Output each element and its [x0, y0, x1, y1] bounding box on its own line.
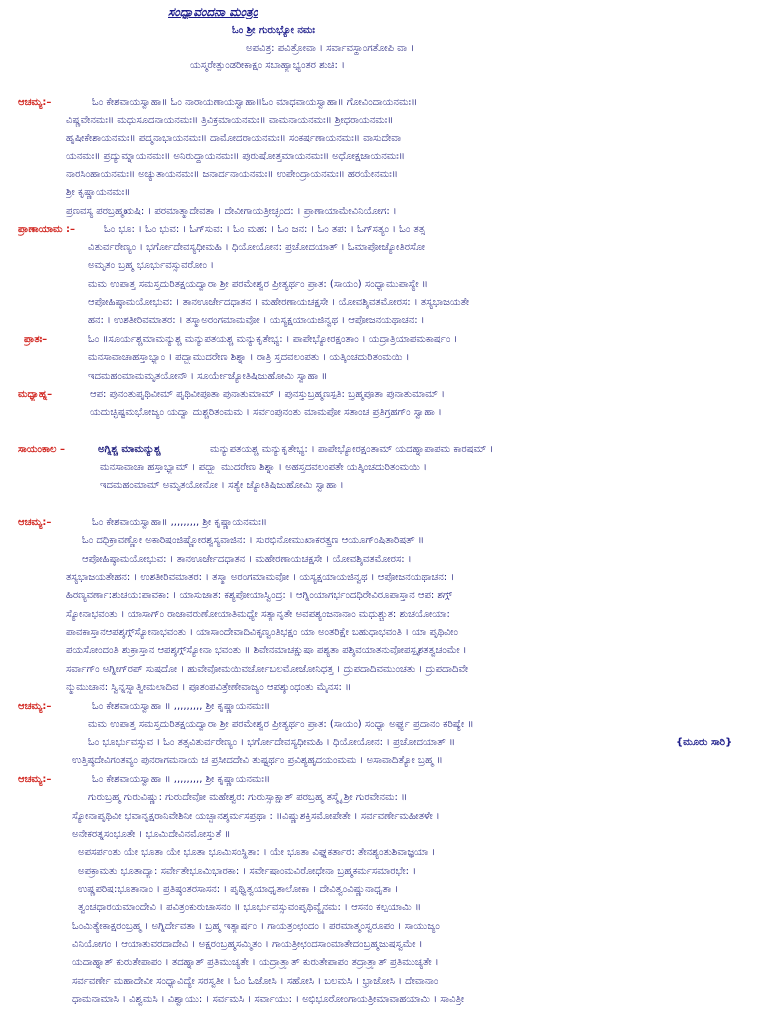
text-line: ಮನಸಾವಾಚಾಹಸ್ತಾಭ್ಯಾಂ । ಪದ್ಭ್ಯಾಮುದರೇಣ ಶಿಶ್ನಾ । ರಾತ್ರಿ ಸ್ತದವಲಂಪತು । ಯತ್ಕಿಂಚದುರಿತಂಮಯಿ ।	[88, 352, 410, 363]
text-line: ಹನ: । ಉಶತೀರಿವಮಾತರ: । ತಸ್ಮಾಅರಂಗಮಾಮವೋ । ಯಸ್ಯಕ್ಷಯಾಯಜಿನ್ವಥ । ಆಪೋಜನಯಥಾಚನ: ।	[88, 315, 425, 326]
text-line: ವಿಷ್ಣವೇನಮಃ॥ ಮಧುಸೂದನಾಯನಮಃ॥ ತ್ರಿವಿಕ್ರಮಾಯನಮಃ॥ ವಾಮನಾಯನಮಃ॥ ಶ್ರೀಧರಾಯನಮಃ॥	[66, 115, 394, 126]
text-line: ಆಪ: ಪುನಂತುಪೃಥಿವೀಮ್ ಪೃಥಿವೀಪೂತಾ ಪುನಾತುಮಾಮ್ । ಪುನಸ್ತುಬ್ರಹ್ಮಣಸ್ಪತಿ: ಬ್ರಹ್ಮಪೂತಾ ಪುನಾತುಮಾಮ್ ।	[90, 389, 445, 400]
text-line: ನಾರಸಿಂಹಾಯನಮಃ॥ ಅಚ್ಯುತಾಯನಮಃ॥ ಜನಾರ್ದನಾಯನಮಃ॥ ಉಪೇಂದ್ರಾಯನಮಃ॥ ಹರಯೇನಮಃ॥	[66, 169, 398, 180]
text-line: ಮಮ ಉಪಾತ್ತ ಸಮಸ್ತದುರಿತಕ್ಷಯದ್ವಾರಾ ಶ್ರೀ ಪರಮೇಶ್ವರ ಪ್ರೀತ್ಯರ್ಥಂ ಪ್ರಾತ: (ಸಾಯಂ) ಸಂಧ್ಯಾಮುಪಾಸ್ಯೇ ॥	[88, 279, 428, 290]
text-line: ನ್ಮುಮುಚಾನ: ಸ್ವಿನ್ನಸ್ಸ್ನಾತ್ವೀಮಲಾದಿವ । ಪೂತಂಪವಿತ್ರೇಣೇವಾಜ್ಯಂ ಆಪಶ್ಶುಂಧಂತು ಮೈನಸ: ॥	[66, 682, 352, 693]
text-line: ಗುರುಬ್ರಹ್ಮ ಗುರುವಿಷ್ಣು: ಗುರುದೇವೋ ಮಹೇಶ್ವರ: ಗುರುಸ್ಸಾಕ್ಷಾತ್ ಪರಬ್ರಹ್ಮ ತಸ್ಮೈ ಶ್ರೀ ಗುರವೇನಮ: ॥	[88, 792, 408, 803]
text-line: ಹಿರಣ್ಯವರ್ಣಾ:ಶುಚಯ:ಪಾವಕಾ: । ಯಾಸುಜಾತ: ಕಶ್ಯಪೋಯಾಸ್ವಿಂದ್ರ: । ಆಗ್ನಿಂಯಾಗರ್ಭಂದಧಿರೇವಿರೂಪಾಸ್ತಾನ ಆಪ: ಶಗ್ಗ್	[66, 590, 453, 601]
achamya-label: ಆಚಮ್ಯ:–	[18, 701, 52, 712]
prataha-label: ಪ್ರಾತಃ–	[24, 334, 48, 345]
pranayama-label: ಪ್ರಾಣಾಯಾಮ :–	[18, 224, 76, 235]
text-line: ಮನಸಾವಾಚಾ ಹಸ್ತಾಭ್ಯಾಮ್ । ಪದ್ಭ್ಯಾ ಮುದರೇಣ ಶಿಶ್ನಾ । ಅಹಸ್ತದವಲಂಪತೇ ಯತ್ಕಿಂಚದುರಿತಂಮಯಿ ।	[100, 462, 427, 473]
text-line: ಅಪಸರ್ಪಂತು ಯೇ ಭೂತಾ ಯೇ ಭೂತಾ ಭೂಮಿಸಂಸ್ಥಿತಾ: । ಯೇ ಭೂತಾ ವಿಘ್ನಕರ್ತಾರ: ತೇನಶ್ಯಂತುಶಿವಾಜ್ಞಯಾ ।	[78, 847, 436, 858]
text-line: ಯಸ್ಮರೇತ್ಪುಂಡರೀಕಾಕ್ಷಂ ಸಬಾಹ್ಯಾಭ್ಯಂತರ ಶುಚಿ: ।	[190, 60, 345, 71]
text-line: ಓಂ ಕೇಶವಾಯಸ್ವಾಹಾ॥ ಓಂ ನಾರಾಯಣಾಯಸ್ವಾಹಾ॥ಓಂ ಮಾಧವಾಯಸ್ವಾಹಾ॥ ಗೋವಿಂದಾಯನಮಃ॥	[92, 97, 418, 108]
text-line: ಅಪಕ್ರಾಮತು ಭೂತಾದ್ಯಾ: ಸರ್ವೇತೇಭೂಮಿಭಾರಕಾ: । ಸರ್ವೇಷಾಂಮವಿರೋಧೇನಾ ಬ್ರಹ್ಮಕರ್ಮಸಮಾರಭೇ: ।	[78, 866, 416, 877]
text-line: ಪಯಸೋಂದಂತಿ ಶುಕ್ರಾಸ್ತಾನ ಆಪಶ್ಶಗ್ಗ್‌ಸ್ಯೋನಾ ಭವಂತು ॥ ಶಿವೇನಮಾಚಕ್ಷುಷಾ ಪಶ್ಯತಾ ಪಶ್ಶಿವಯಾತನುವೋಪಸ್ಪೃಶತತ್ವಚಂಮೇ ।	[66, 645, 467, 656]
text-line: ಸ್ಯೋನಾಭವಂತು । ಯಾಸಾಗ್ಂ ರಾಜಾವರುಣೋಯಾತಿಮಧ್ಯೇ ಸತ್ಯಾನೃತೇ ಅವಪಶ್ಯಂಜನಾನಾಂ ಮಧುಶ್ಚುತ: ಶುಚಯೋಯಾ:	[66, 609, 450, 620]
text-line: ಇದಮಹಂಮಾಮಮೃತಯೋನೌ । ಸೂರ್ಯೇಜ್ಯೋತಿಷಿಜುಹೋಮಿ ಸ್ವಾಹಾ ॥	[88, 371, 328, 382]
text-line: ಉಷ್ಣಪರಿಷ:ಭೂತಾನಾಂ । ಪ್ರತಿಷ್ಠಂತರಸಾಸನ: । ಪೃಥ್ವಿತ್ವಯಾಧೃತಾಲೋಕಾ । ದೇವಿತ್ವಂವಿಷ್ಣುನಾಧೃತಾ ।	[78, 884, 399, 895]
text-line: ಯದಾಹ್ನಾತ್ ಕುರುತೇಪಾಪಂ । ತದಹ್ನಾತ್ ಪ್ರತಿಮುಚ್ಯತೇ । ಯದ್ರಾತ್ರ್ಯಾತ್ ಕುರುತೇಪಾಪಂ ತದ್ರಾತ್ರ್ಯಾತ್ ಪ್ರತಿಮುಚ್ಯತೇ ।	[72, 957, 439, 968]
text-line: ಮಮ ಉಪಾತ್ತ ಸಮಸ್ತದುರಿತಕ್ಷಯದ್ವಾರಾ ಶ್ರೀ ಪರಮೇಶ್ವರ ಪ್ರೀತ್ಯರ್ಥಂ ಪ್ರಾತ: (ಸಾಯಂ) ಸಂಧ್ಯಾ ಅರ್ಘ್ಯ ಪ್ರದಾನಂ ಕರಿಷ್ಯೇ ॥	[88, 719, 474, 730]
text-line: ಇದಮಹಂಮಾಮ್ ಅಮೃತಯೋನೋ । ಸತ್ಯೇ ಜ್ಯೋತಿಷಿಜುಹೋಮಿ ಸ್ವಾಹಾ ।	[100, 480, 344, 491]
madhyahna-label: ಮಧ್ಯಾಹ್ನ–	[18, 389, 53, 400]
achamya-label: ಆಚಮ್ಯ:–	[18, 774, 52, 785]
text-line: ಸ್ಯೋನಾಪೃಥಿವೀ ಭವಾನೃಕ್ಷರಾನಿವೇಶಿನೀ ಯಚ್ಛಾನಶ್ಶರ್ಮಸಪ್ರಥಾ : ॥ವಿಷ್ಣುಶಕ್ತಿಸಮೋಪೇತೇ । ಸರ್ವವರ್ಣೇಮಹೀತಳೇ ।	[72, 811, 440, 822]
text-line: ವಿತುರ್ವರೇಣ್ಯಂ । ಭರ್ಗೋದೇವಸ್ಯಧೀಮಹಿ । ಧಿಯೋಯೋನ: ಪ್ರಚೋದಯಾತ್ । ಓಮಾಪೋಜ್ಯೋತಿರಸೋ	[88, 242, 425, 253]
text-line: ಉತ್ತಿಷ್ಠದೇವಿಗಂತವ್ಯಂ ಪುನರಾಗಮನಾಯ ಚ ಪ್ರಸೀದದೇವಿ ತುಷ್ಟ್ಯರ್ಥಂ ಪ್ರವಿಶ್ಯಹೃದಯಂಮಮ । ಅಸಾವಾದಿತ್ಯೋ ಬ್ರಹ್ಮ ॥	[72, 755, 443, 766]
text-line: ಅಮೃತಂ ಬ್ರಹ್ಮ ಭೂರ್ಭುವಸ್ಸುವರೋಂ ।	[88, 260, 214, 271]
text-line: ತಸ್ಯಭಾಜಯತೇಹನ: । ಉಶತೀರಿವಮಾತರ: । ತಸ್ಮಾ ಅರಂಗಮಾಮವೋ । ಯಸ್ಯಕ್ಷಯಾಯಜಿನ್ವಥ । ಆಪೋಜನಯಥಾಚನ: ।	[66, 572, 455, 583]
text-line: ಮನ್ಯುಪತಯಶ್ಚ ಮನ್ಯುಕೃತೇಭ್ಯ: । ಪಾಪೇಭ್ಯೋರಕ್ಷಂತಾಮ್ ಯದಹ್ನಾಪಾಪಮ ಕಾರಷಮ್ ।	[210, 444, 494, 455]
text-line: ಓಂ ॥ಸೂರ್ಯಶ್ಚಮಾಮನ್ಯುಶ್ಚ ಮನ್ಯುಪತಯಶ್ಚ ಮನ್ಯುಕೃತೇಭ್ಯ: । ಪಾಪೇಭ್ಯೋರಕ್ಷಂತಾಂ । ಯದ್ರಾತ್ರಿಯಾಪಮಕಾರ್ಷಂ ।	[88, 334, 458, 345]
text-line: ಶ್ರೀ ಕೃಷ್ಣಾಯನಮಃ॥	[66, 187, 131, 198]
text-line: ತ್ವಂಚಧಾರಯಮಾಂದೇವಿ । ಪವಿತ್ರಂಕುರುಚಾಸನಂ ॥ ಭೂರ್ಭುವಸ್ಸುವಂಪೃಥಿವ್ಯೈನಮ: । ಆಸನಂ ಕಲ್ಪಯಾಮಿ ॥	[78, 902, 421, 913]
achamya-label: ಆಚಮ್ಯ:–	[18, 97, 52, 108]
text-line: ಅಪವಿತ್ರ: ಪವಿತ್ರೋವಾ । ಸರ್ವಾವಸ್ಥಾಂಗತೋಪಿ ವಾ ।	[246, 43, 415, 54]
text-line: ಸರ್ವವರ್ಣೇ ಮಹಾದೇವೀ ಸಂಧ್ಯಾವಿದ್ಯೇ ಸರಸ್ವತೀ । ಓಂ ಓಜೋಸಿ । ಸಹೋಸಿ । ಬಲಮಸಿ । ಭ್ರಾಜೋಸಿ । ದೇವಾನಾಂ	[72, 976, 439, 987]
page-title: ಸಂಧ್ಯಾವಂದನಾ ಮಂತ್ರಂ	[168, 6, 259, 19]
sayankala-heading: ಅಗ್ನಿಶ್ಚ ಮಾಮನ್ಯುಶ್ಚ	[98, 444, 161, 455]
text-line: ಆಪೋಹಿಷ್ಠಾಮಯೋಭುವ: । ತಾನಊರ್ಜೇದಧಾತನ । ಮಹೇರಣಾಯಚಕ್ಷಸೇ । ಯೋವಶ್ಶಿವತಮೋರಸ: ।	[82, 554, 412, 565]
invocation: ಓಂ ಶ್ರೀ ಗುರುಭ್ಯೋ ನಮಃ	[232, 25, 315, 36]
text-line: ಓಂಮಿತ್ಯೇಕಾಕ್ಷರಂಬ್ರಹ್ಮ । ಅಗ್ನಿರ್ದೇವತಾ । ಬ್ರಹ್ಮ ಇತ್ಯಾರ್ಷಂ । ಗಾಯತ್ರಂಛಂದಂ । ಪರಮಾತ್ಮಂಸ್ವರೂಪಂ । ಸಾಯುಜ್ಯಂ	[72, 921, 440, 932]
text-line: ವಿನಿಯೋಗಂ । ಆಯಾತುವರದಾದೇವಿ । ಅಕ್ಷರಂಬ್ರಹ್ಮಸಮ್ಮಿತಂ । ಗಾಯತ್ರೀಛಂದಸಾಂಮಾತೇದಂಬ್ರಹ್ಮಜುಷಸ್ವಮೇ ।	[72, 939, 423, 950]
text-line: ಯದುಚ್ಛಿಷ್ಟಮಭೋಜ್ಯಂ ಯದ್ವಾ ದುಶ್ಚರಿತಂಮಮ । ಸರ್ವಂಪುನಂತು ಮಾಮಪೋ ಸತಾಂಚ ಪ್ರತಿಗ್ರಹಗ್ಂ ಸ್ವಾಹಾ ।	[90, 407, 442, 418]
text-line: ಹೃಷೀಕೇಶಾಯನಮಃ॥ ಪದ್ಮನಾಭಾಯನಮಃ॥ ದಾಮೋದರಾಯನಮಃ॥ ಸಂಕರ್ಷಣಾಯನಮಃ॥ ವಾಸುದೇವಾ	[66, 133, 402, 144]
text-line: ಯನಮಃ॥ ಪ್ರದ್ಯುಮ್ನಾಯನಮಃ॥ ಅನಿರುದ್ಧಾಯನಮಃ॥ ಪುರುಷೋತ್ತಮಾಯನಮಃ॥ ಅಧೋಕ್ಷಜಾಯನಮಃ॥	[66, 151, 405, 162]
text-line: ಧಾಮನಾಮಾಸಿ । ವಿಶ್ವಮಸಿ । ವಿಶ್ವಾಯು: । ಸರ್ವಮಸಿ । ಸರ್ವಾಯು: । ಅಭಿಭೂರೋಂಗಾಯತ್ರೀಮಾವಾಹಯಾಮಿ । ಸಾವಿತ್ರೀ	[72, 994, 465, 1005]
text-line: ಪಾವಕಾಸ್ತಾನಆಪಶ್ಶಗ್ಗ್‌ಸ್ಯೋನಾಭವಂತು । ಯಾಸಾಂದೇವಾದಿವಿಕೃಣ್ವಂತಿಭಕ್ಷಂ ಯಾ ಅಂತರಿಕ್ಷೇ ಬಹುಧಾಭವಂತಿ । ಯಾ ಪೃಥಿವೀಂ	[66, 627, 458, 638]
text-line: ಆಪೋಹಿಷ್ಠಾಮಯೋಭುವ: । ತಾನಊರ್ಜೇದಧಾತನ । ಮಹೇರಣಾಯಚಕ್ಷಸೇ । ಯೋವಶ್ಶಿವತಮೋರಸ: । ತಸ್ಯಭಾಜಯತೇ	[88, 297, 470, 308]
sayankala-label: ಸಾಯಂಕಾಲ –	[18, 444, 65, 455]
achamya-label: ಆಚಮ್ಯ:–	[18, 517, 52, 528]
text-line: ಓಂ ಕೇಶವಾಯಸ್ವಾಹಾ ॥ ,,,,,,,,, ಶ್ರೀ ಕೃಷ್ಣಾಯನಮಃ॥	[92, 774, 270, 785]
text-line: ಓಂ ದಧಿಕ್ರಾವಣ್ಣೋ ಅಕಾರಿಷಂಜಿಷ್ಣೋರಶ್ವಸ್ಯವಾಜಿನ: । ಸುರಭಿನೋಮುಖಾಕರತ್ಪ್ರಣ ಆಯೂಗ್‌ಂಷಿತಾರಿಷತ್ ॥	[82, 535, 424, 546]
repeat-note: {ಮೂರು ಸಾರಿ}	[676, 737, 733, 748]
text-line: ಸರ್ವಾಗ್ಂ ಅಗ್ನೀಗ್‌ರಪ್ ಸುಷದೋ । ಹುವೇವೋಮಯಿವರ್ಚೋಬಲಮೋಜೋನಿಧತ್ತ । ದ್ರುಪದಾದಿವಮುಂಚತು । ದ್ರುಪದಾದಿವೇ	[66, 664, 469, 675]
text-line: ಪ್ರಣವಸ್ಯ ಪರಬ್ರಹ್ಮಋಷಿ: । ಪರಮಾತ್ಮಾದೇವತಾ । ದೇವೀಗಾಯತ್ರೀಚ್ಛಂದ: । ಪ್ರಾಣಾಯಾಮೇವಿನಿಯೋಗ: ।	[66, 206, 397, 217]
text-line: ಓಂ ಕೇಶವಾಯಸ್ವಾಹಾ॥ ,,,,,,,,, ಶ್ರೀ ಕೃಷ್ಣಾಯನಮಃ॥	[92, 517, 267, 528]
text-line: ಓಂ ಭೂರ್ಭುವಸ್ಸುವ । ಓಂ ತತ್ಸವಿತುರ್ವರೇಣ್ಯಂ । ಭರ್ಗೋದೇವಸ್ಯಧೀಮಹಿ । ಧಿಯೋಯೋನ: । ಪ್ರಚೋದಯಾತ್ ॥	[88, 737, 456, 748]
text-line: ಓಂ ಕೇಶವಾಯಸ್ವಾಹಾ ॥ ,,,,,,,,, ಶ್ರೀ ಕೃಷ್ಣಾಯನಮಃ॥	[92, 701, 270, 712]
text-line: ಅನೇಕರತ್ನಸಂಭೂತೇ । ಭೂಮಿದೇವಿನಮೋಸ್ತುತೆ ॥	[72, 829, 231, 840]
text-line: ಓಂ ಭೂ: । ಓಂ ಭುವ: । ಓಗ್‌ಸುವ: । ಓಂ ಮಹ: । ಓಂ ಜನ: । ಓಂ ತಪ: । ಓಗ್‌ಸತ್ಯಂ । ಓಂ ತತ್ಸ	[104, 224, 425, 235]
